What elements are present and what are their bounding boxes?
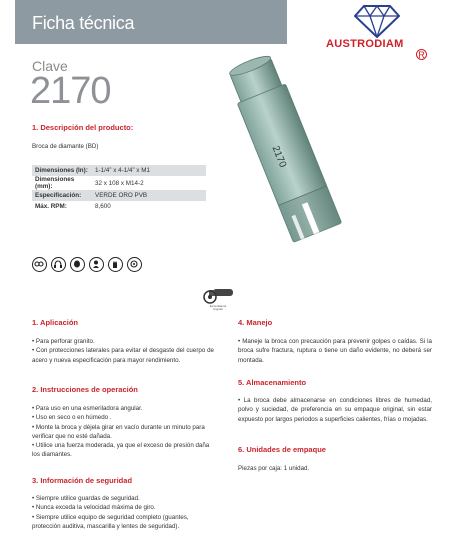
spec-value: 1-1/4” x 4-1/4” x M1 (92, 165, 206, 176)
empaque-heading: 6. Unidades de empaque (238, 445, 326, 454)
aplicacion-heading: 1. Aplicación (32, 318, 78, 327)
manejo-heading: 4. Manejo (238, 318, 273, 327)
manejo-text: • Maneje la broca con precaución para prevenir golpes o caídas. Si la broca sufre fractura, ruptura o tiene un daño evidente, no deberá ser montada. (238, 338, 432, 364)
list-item: • Con protecciones laterales para evitar el desgaste del cuerpo de acero y nueva especificación para mayor rendimiento. (32, 347, 214, 364)
spec-key: Máx. RPM: (35, 203, 67, 210)
grinder-caption (197, 305, 239, 312)
list-item: • Monte la broca y déjela girar en vacío durante un minuto para verificar que no esté dañada. (32, 423, 205, 440)
seguridad-heading: 3. Información de seguridad (32, 476, 133, 485)
gloves-icon (108, 257, 123, 272)
ppe-icons-row (32, 257, 142, 272)
ear-muff-icon (127, 257, 142, 272)
list-item: • Siempre utilice guardas de seguridad. (32, 495, 140, 502)
bit-stamp-number: 2170 (269, 144, 289, 170)
list-item: • Para perforar granito. (32, 338, 95, 345)
aplicacion-list (32, 337, 214, 365)
spec-row (32, 165, 206, 176)
registered-mark: R (416, 49, 427, 60)
clave-label: Clave (32, 58, 68, 74)
list-item: • Siempre utilice equipo de seguridad completo (guantes, protección auditiva, mascarilla y lentes de seguridad). (32, 513, 189, 530)
diamond-logo-icon (354, 4, 400, 38)
spec-value: 32 x 108 x M14-2 (95, 179, 144, 187)
brand-name: AUSTRODIAM (326, 38, 404, 50)
product-description: Broca de diamante (BD) (32, 143, 99, 150)
spec-row (32, 190, 206, 201)
section1-heading: 1. Descripción del producto: (32, 123, 134, 132)
operacion-list (32, 404, 214, 460)
list-item: • Para uso en una esmeriladora angular. (32, 405, 143, 412)
spec-value: 8,600 (95, 203, 111, 210)
spec-key: Especificación: (32, 190, 92, 201)
spec-value: VERDE ORO PVB (92, 190, 206, 201)
face-mask-icon (70, 257, 85, 272)
spec-row (32, 176, 206, 190)
grinder-caption-line: Esmeriladora (209, 304, 227, 308)
almacenamiento-text: • La broca debe almacenarse en condiciones libres de humedad, polvo y suciedad, de preferencia en su empaque original, sin estar expuesto por largos periodos a superficies calientes, frías o mojadas. (238, 397, 432, 423)
eye-protection-icon (32, 257, 47, 272)
list-item: • Uso en seco o en húmedo . (32, 414, 112, 422)
page-title: Ficha técnica (32, 13, 135, 33)
hearing-protection-icon (51, 257, 66, 272)
spec-row (32, 201, 206, 212)
spec-key: Dimensiones (In): (32, 165, 92, 176)
list-item: • Nunca exceda la velocidad máxima de giro. (32, 504, 156, 512)
list-item: • Utilice una fuerza moderada, ya que el exceso de presión daña los diamantes. (32, 442, 210, 459)
core-drill-bit-image (222, 50, 342, 250)
almacenamiento-heading: 5. Almacenamiento (238, 378, 307, 387)
spec-key: Dimensiones (mm): (35, 176, 75, 190)
clave-code: 2170 (30, 70, 111, 112)
dust-mask-icon (89, 257, 104, 272)
spec-table (32, 165, 206, 212)
angle-grinder-icon (201, 283, 235, 305)
seguridad-list (32, 494, 214, 531)
operacion-heading: 2. Instrucciones de operación (32, 385, 138, 394)
empaque-text: Piezas por caja: 1 unidad. (238, 465, 310, 472)
grinder-caption-line: Angular (213, 307, 223, 312)
